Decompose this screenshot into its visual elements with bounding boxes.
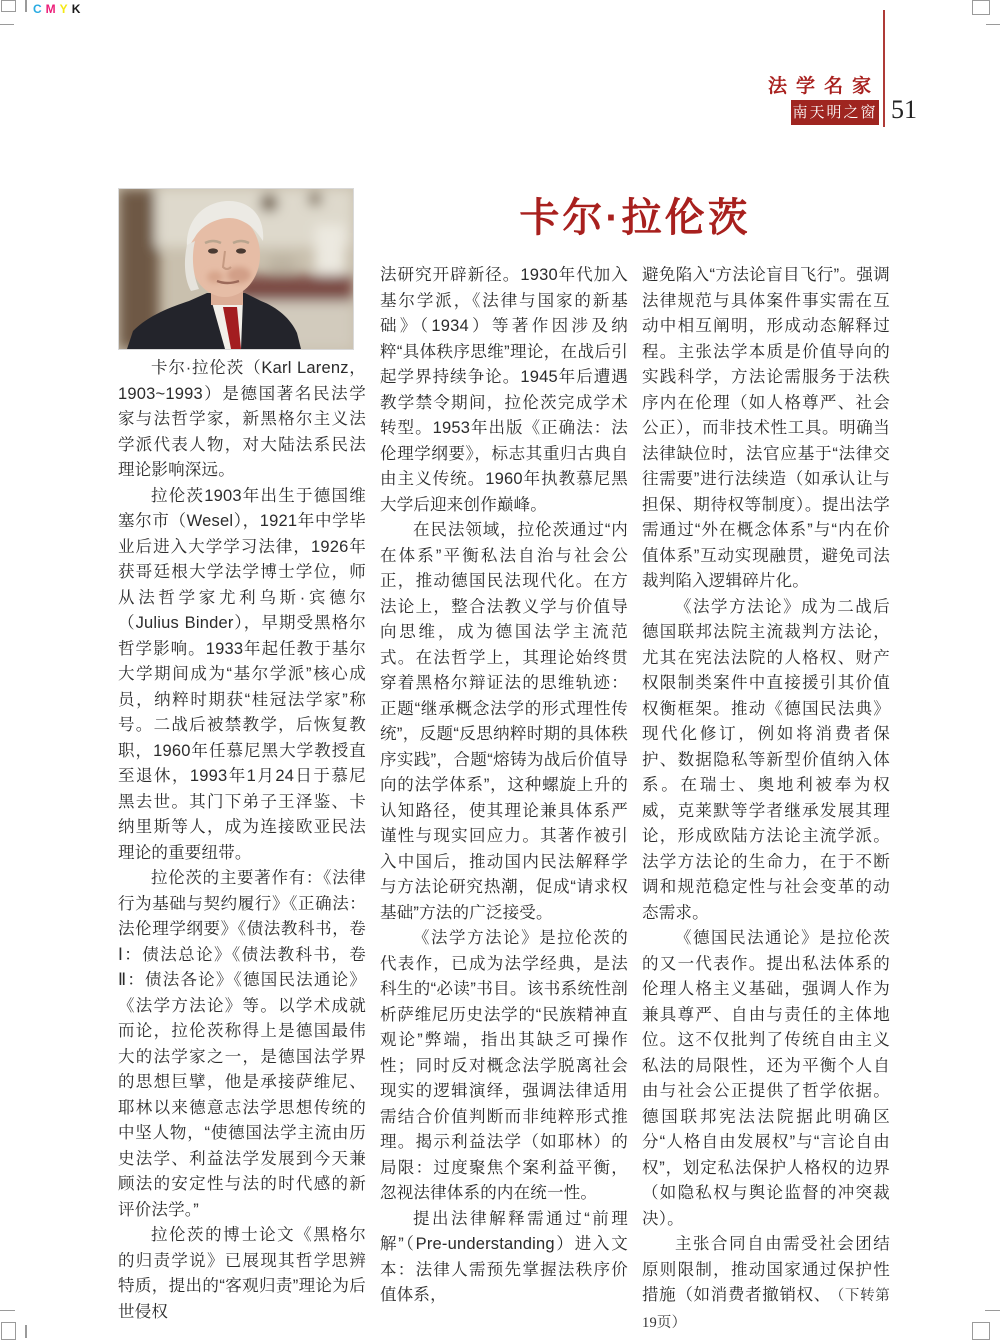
crop-mark-line-bottom-left (0, 1310, 15, 1311)
header-red-rule (883, 10, 885, 127)
text-column-3 (642, 263, 890, 1336)
page-number: 51 (891, 95, 917, 124)
magenta-ink-label: M (45, 2, 57, 16)
continued-on-page-note: （下转第19页） (642, 1288, 890, 1331)
cyan-ink-label: C (33, 2, 43, 16)
crop-mark-line-top-right (986, 24, 1000, 25)
right-eye (236, 248, 246, 253)
column-badge: 南天明之窗 (791, 100, 879, 125)
paragraph: 拉伦茨的主要著作有：《法律行为基础与契约履行》《正确法：法伦理学纲要》《债法教科书，卷Ⅰ：债法总论》《债法教科书，卷Ⅱ：债法各论》《德国民法通论》《法学方法论》等。以学术成就而论，拉伦茨称得上是德国最伟大的法学家之一，是德国法学界的思想巨擘，他是承接萨维尼、耶林以来德意志法学思想传统的中坚人物，“使德国法学主流由历史法学、利益法学发展到今天兼顾法的安定性与法的时代感的新评价法学。” (118, 869, 366, 1219)
paragraph: 拉伦茨的博士论文《黑格尔的归责学说》已展现其哲学思辨特质，提出的“客观归责”理论为后世侵权 (118, 1226, 366, 1321)
portrait-illustration (119, 189, 353, 349)
crop-mark-bar-top-left (25, 0, 27, 12)
black-ink-label: K (71, 2, 82, 16)
paragraph: 《法学方法论》成为二战后德国联邦法院主流裁判方法论，尤其在宪法法院的人格权、财产权限制类案件中直接援引其价值权衡框架。推动《德国民法典》现代化修订，例如将消费者保护、数据隐私等新型价值纳入体系。在瑞士、奥地利被奉为权威，克莱默等学者继承发展其理论，形成欧陆方法论主流学派。法学方法论的生命力，在于不断调和规范稳定性与社会变革的动态需求。 (642, 597, 890, 922)
paragraph: 《德国民法通论》是拉伦茨的又一代表作。提出私法体系的伦理人格主义基础，强调人作为兼具尊严、自由与责任的主体地位。这不仅批判了传统自由主义私法的局限性，还为平衡个人自由与社会公正提供了哲学依据。德国联邦宪法法院据此明确区分“人格自由发展权”与“言论自由权”，划定私法保护人格权的边界（如隐私权与舆论监督的冲突裁决）。 (642, 929, 890, 1228)
paragraph: 卡尔·拉伦茨（Karl Larenz，1903~1993）是德国著名民法学家与法哲学家，新黑格尔主义法学派代表人物，对大陆法系民法理论影响深远。 (118, 359, 366, 479)
crop-mark-box-bottom-left (1, 1322, 16, 1340)
paragraph: 法研究开辟新径。1930年代加入基尔学派，《法律与国家的新基础》（1934）等著作因涉及纳粹“具体秩序思维”理论，在战后引起学界持续争论。1945年后遭遇教学禁令期间，拉伦茨完成学术转型。1953年出版《正确法：法伦理学纲要》，标志其重归古典自由主义传统。1960年执教慕尼黑大学后迎来创作巅峰。 (380, 266, 628, 514)
crop-mark-bar-bottom-left (25, 1325, 27, 1338)
text-column-1 (118, 356, 366, 1325)
paragraph: 避免陷入“方法论盲目飞行”。强调法律规范与具体案件事实需在互动中相互阐明，形成动态解释过程。主张法学本质是价值导向的实践科学，方法论需服务于法秩序内在伦理（如人格尊严、社会公正），而非技术性工具。明确当法律缺位时，法官应基于“法律交往需要”进行法续造（如承认让与担保、期待权等制度）。提出法学需通过“外在概念体系”与“内在价值体系”互动实现融贯，避免司法裁判陷入逻辑碎片化。 (642, 266, 890, 590)
article-title: 卡尔·拉伦茨 (519, 196, 751, 240)
crop-mark-box-bottom-right (972, 1322, 990, 1340)
paragraph: 在民法领域，拉伦茨通过“内在体系”平衡私法自治与社会公正，推动德国民法现代化。在方法论上，整合法教义学与价值导向思维，成为德国法学主流范式。在法哲学上，其理论始终贯穿着黑格尔辩证法的思维轨迹：正题“继承概念法学的形式理性传统”，反题“反思纳粹时期的具体秩序实践”，合题“熔铸为战后价值导向的法学体系”，这种螺旋上升的认知路径，使其理论兼具体系严谨性与现实回应力。其著作被引入中国后，推动国内民法解释学与方法论研究热潮，促成“请求权基础”方法的广泛接受。 (380, 521, 628, 922)
paragraph: 提出法律解释需通过“前理解”（Pre-understanding）进入文本：法律人需预先掌握法秩序价值体系， (380, 1209, 628, 1304)
paragraph: 《法学方法论》是拉伦茨的代表作，已成为法学经典，是法科生的“必读”书目。该书系统性剖析萨维尼历史法学的“民族精神直观论”弊端，指出其缺乏可操作性；同时反对概念法学脱离社会现实的逻辑演绎，强调法律适用需结合价值判断而非纯粹形式推理。揭示利益法学（如耶林）的局限：过度聚焦个案利益平衡，忽视法律体系的内在统一性。 (380, 929, 628, 1202)
crop-mark-box-top-left (1, 0, 16, 12)
paragraph: 拉伦茨1903年出生于德国维塞尔市（Wesel），1921年中学毕业后进入大学学习法律，1926年获哥廷根大学法学博士学位，师从法哲学家尤利乌斯·宾德尔（Julius Binder），早期受黑格尔哲学影响。1933年起任教于基尔大学期间成为“基尔学派”核心成员，纳粹时期获“桂冠法学家”称号。二战后被禁教学，后恢复教职，1960年任慕尼黑大学教授直至退休，1993年1月24日于慕尼黑去世。其门下弟子王泽鉴、卡纳里斯等人，成为连接欧亚民法理论的重要纽带。 (118, 486, 366, 862)
portrait-photo (118, 188, 354, 350)
cmyk-ink-labels (33, 2, 84, 16)
yellow-ink-label: Y (59, 2, 69, 16)
text-column-2 (380, 263, 628, 1309)
crop-mark-line-bottom-right (985, 1310, 1000, 1311)
crop-mark-box-top-right (972, 0, 990, 15)
crop-mark-line-top-left (0, 24, 14, 25)
category-label: 法学名家 (767, 76, 880, 97)
left-eye (208, 248, 218, 253)
paragraph (642, 1232, 890, 1336)
paragraph-text: 主张合同自由需受社会团结原则限制，推动国家通过保护性措施（如消费者撤销权、 (642, 1235, 890, 1304)
